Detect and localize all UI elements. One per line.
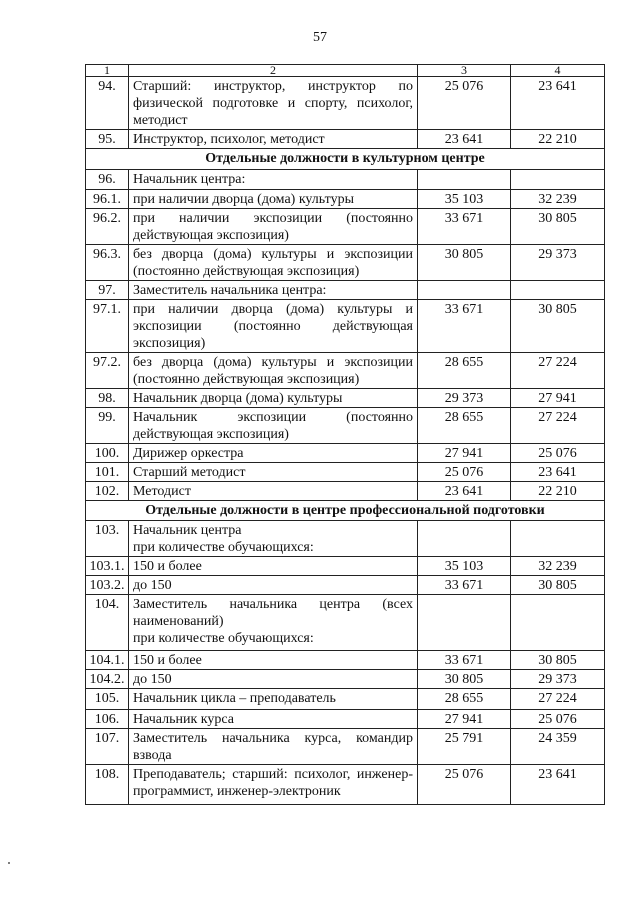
row-number: 96. [86,170,129,190]
salary-value-col3: 28 655 [418,353,511,389]
position-title: 150 и более [129,651,418,670]
table-row [86,765,605,805]
row-number: 102. [86,482,129,501]
salary-value-col4: 23 641 [511,77,605,130]
table-row [86,209,605,245]
salary-value-col3: 30 805 [418,245,511,281]
position-title: Старший: инструктор, инструктор по физической подготовке и спорту, психолог, методист [129,77,418,130]
salary-value-col4: 30 805 [511,300,605,353]
position-title: Начальник центра: [129,170,418,190]
position-title: Дирижер оркестра [129,444,418,463]
row-number: 96.3. [86,245,129,281]
salary-value-col4: 27 224 [511,408,605,444]
column-number: 3 [418,65,511,77]
table-row [86,670,605,689]
salary-value-col3: 33 671 [418,209,511,245]
table-row [86,300,605,353]
salary-value-col4: 27 224 [511,689,605,710]
salary-value-col3: 35 103 [418,190,511,209]
position-title: Преподаватель; старший: психолог, инженер-программист, инженер-электроник [129,765,418,805]
row-number: 98. [86,389,129,408]
row-number: 101. [86,463,129,482]
position-title: без дворца (дома) культуры и экспозиции (постоянно действующая экспозиция) [129,353,418,389]
position-title: до 150 [129,576,418,595]
table-row [86,408,605,444]
salary-value-col4: 30 805 [511,576,605,595]
salary-value-col4 [511,281,605,300]
section-title: Отдельные должности в центре профессиональной подготовки [86,501,605,521]
row-number: 104.2. [86,670,129,689]
table-row [86,689,605,710]
salary-value-col4: 25 076 [511,710,605,729]
salary-value-col3: 35 103 [418,557,511,576]
row-number: 103.2. [86,576,129,595]
position-title: Заместитель начальника курса, командир взвода [129,729,418,765]
scan-speck [8,862,10,864]
row-number: 96.2. [86,209,129,245]
position-title: Начальник цикла – преподаватель [129,689,418,710]
row-number: 97. [86,281,129,300]
position-title: Инструктор, психолог, методист [129,130,418,149]
position-title: при наличии дворца (дома) культуры [129,190,418,209]
position-title: Заместитель начальника центра: [129,281,418,300]
position-title: Старший методист [129,463,418,482]
salary-value-col3: 30 805 [418,670,511,689]
salary-value-col4 [511,595,605,651]
position-title: без дворца (дома) культуры и экспозиции (постоянно действующая экспозиция) [129,245,418,281]
salary-value-col3: 28 655 [418,408,511,444]
section-header-row [86,501,605,521]
position-title: при наличии дворца (дома) культуры и экспозиции (постоянно действующая экспозиция) [129,300,418,353]
salary-value-col3 [418,281,511,300]
column-number: 2 [129,65,418,77]
position-title: Заместитель начальника центра (всех наименований) при количестве обучающихся: [129,595,418,651]
table-row [86,521,605,557]
salary-value-col4: 32 239 [511,190,605,209]
row-number: 97.2. [86,353,129,389]
position-title: до 150 [129,670,418,689]
salary-value-col4: 27 941 [511,389,605,408]
position-title: при наличии экспозиции (постоянно действующая экспозиция) [129,209,418,245]
salary-value-col3: 23 641 [418,482,511,501]
salary-value-col4 [511,170,605,190]
row-number: 94. [86,77,129,130]
row-number: 95. [86,130,129,149]
salary-value-col3: 28 655 [418,689,511,710]
salary-value-col4: 30 805 [511,209,605,245]
column-number: 1 [86,65,129,77]
salary-value-col4: 25 076 [511,444,605,463]
table-row [86,576,605,595]
section-header-row [86,149,605,170]
table-row [86,557,605,576]
page-number: 57 [313,30,327,45]
table-row [86,170,605,190]
salary-value-col3: 33 671 [418,576,511,595]
salary-value-col3: 27 941 [418,710,511,729]
row-number: 106. [86,710,129,729]
row-number: 107. [86,729,129,765]
table-row [86,190,605,209]
salary-value-col3: 33 671 [418,300,511,353]
row-number: 104. [86,595,129,651]
row-number: 103. [86,521,129,557]
row-number: 104.1. [86,651,129,670]
position-title: Начальник экспозиции (постоянно действующая экспозиция) [129,408,418,444]
section-title: Отдельные должности в культурном центре [86,149,605,170]
column-number: 4 [511,65,605,77]
salary-value-col3 [418,595,511,651]
salary-value-col3 [418,170,511,190]
row-number: 99. [86,408,129,444]
salary-value-col3: 25 076 [418,77,511,130]
salary-value-col3: 33 671 [418,651,511,670]
table-row [86,353,605,389]
position-title: Начальник дворца (дома) культуры [129,389,418,408]
row-number: 100. [86,444,129,463]
table-row [86,130,605,149]
position-title: Начальник курса [129,710,418,729]
position-title: Начальник центра при количестве обучающихся: [129,521,418,557]
row-number: 103.1. [86,557,129,576]
salary-value-col3: 29 373 [418,389,511,408]
salary-value-col3: 25 076 [418,765,511,805]
row-number: 97.1. [86,300,129,353]
salary-value-col4: 32 239 [511,557,605,576]
table-row [86,595,605,651]
table-row [86,77,605,130]
table-row [86,482,605,501]
table-row [86,245,605,281]
salary-value-col4: 23 641 [511,463,605,482]
salary-value-col3: 23 641 [418,130,511,149]
table-row [86,463,605,482]
salary-value-col4: 22 210 [511,130,605,149]
salary-value-col4: 22 210 [511,482,605,501]
salary-value-col4: 30 805 [511,651,605,670]
row-number: 108. [86,765,129,805]
table-row [86,444,605,463]
position-title: 150 и более [129,557,418,576]
salary-value-col3: 25 791 [418,729,511,765]
salary-table [85,64,605,805]
salary-value-col4: 27 224 [511,353,605,389]
table-row [86,389,605,408]
table-row [86,651,605,670]
table-row [86,281,605,300]
salary-value-col4: 24 359 [511,729,605,765]
salary-value-col4: 23 641 [511,765,605,805]
salary-value-col4: 29 373 [511,670,605,689]
salary-value-col3 [418,521,511,557]
salary-value-col4 [511,521,605,557]
row-number: 105. [86,689,129,710]
row-number: 96.1. [86,190,129,209]
table-row [86,710,605,729]
column-number-row [86,65,605,77]
table-row [86,729,605,765]
salary-value-col3: 25 076 [418,463,511,482]
salary-value-col3: 27 941 [418,444,511,463]
position-title: Методист [129,482,418,501]
salary-value-col4: 29 373 [511,245,605,281]
